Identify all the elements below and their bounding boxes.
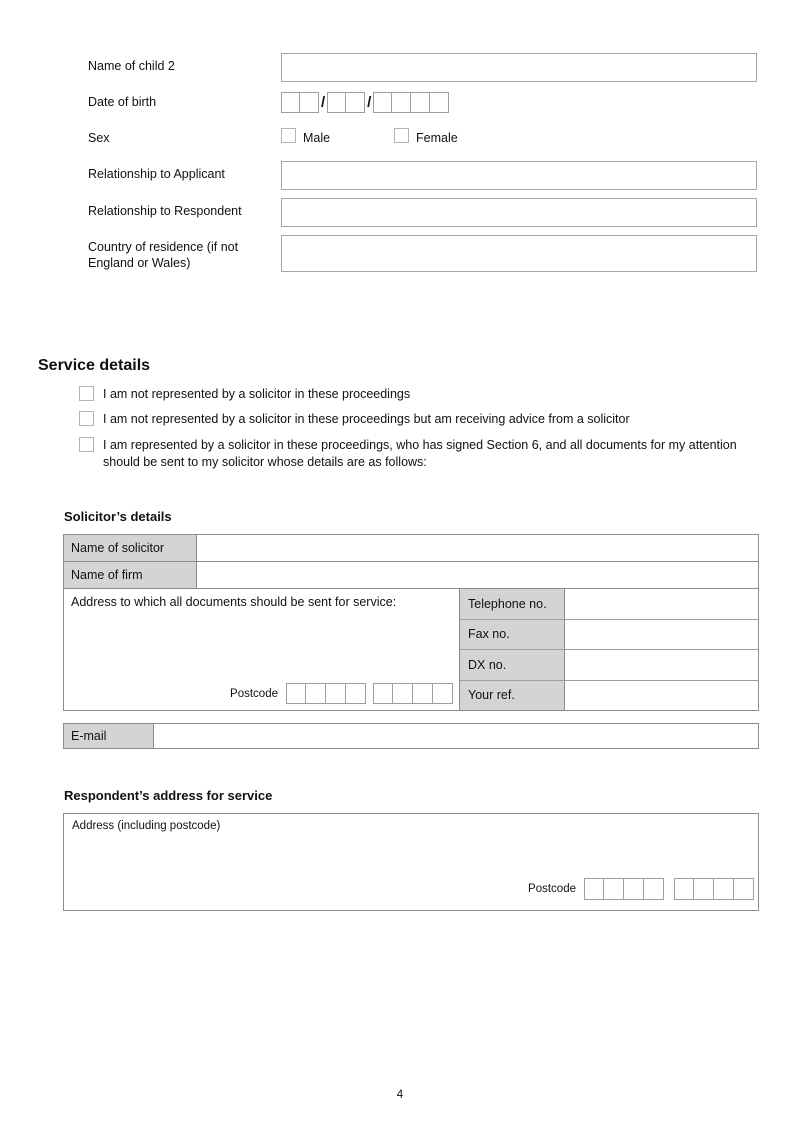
sex-male-checkbox[interactable]	[281, 128, 296, 143]
relationship-to-applicant-label: Relationship to Applicant	[88, 167, 225, 181]
solicitor-address-row	[64, 589, 758, 710]
solicitor-details-table	[63, 534, 759, 711]
postcode-cell[interactable]	[674, 878, 694, 900]
postcode-cell[interactable]	[326, 683, 346, 704]
country-of-residence-label: Country of residence (if not England or Wales)	[88, 240, 239, 270]
postcode-cell[interactable]	[644, 878, 664, 900]
service-option-label: I am not represented by a solicitor in these proceedings but am receiving advice from a solicitor	[103, 412, 630, 426]
name-of-solicitor-row	[64, 535, 758, 562]
postcode-cell[interactable]	[584, 878, 604, 900]
postcode-cell[interactable]	[714, 878, 734, 900]
date-of-birth-label: Date of birth	[88, 95, 157, 109]
respondent-address-label: Address (including postcode)	[72, 820, 221, 832]
solicitor-details-heading: Solicitor’s details	[64, 509, 172, 524]
page-number: 4	[396, 1089, 404, 1101]
service-option-row	[79, 386, 762, 403]
represented-by-solicitor-checkbox[interactable]	[79, 437, 94, 452]
name-of-solicitor-label: Name of solicitor	[64, 535, 197, 561]
respondent-postcode-row	[528, 878, 754, 900]
postcode-outward-boxes	[286, 683, 366, 704]
date-of-birth-boxes	[281, 92, 449, 113]
dob-year-boxes	[373, 92, 449, 113]
dx-label: DX no.	[460, 650, 565, 680]
postcode-cell[interactable]	[413, 683, 433, 704]
postcode-inward-boxes	[674, 878, 754, 900]
postcode-cell[interactable]	[734, 878, 754, 900]
dob-year-cell[interactable]	[411, 92, 430, 113]
your-ref-row	[460, 681, 758, 711]
postcode-cell[interactable]	[346, 683, 366, 704]
postcode-cell[interactable]	[286, 683, 306, 704]
solicitor-postcode-row	[230, 683, 453, 704]
solicitor-postcode-label: Postcode	[230, 687, 278, 700]
dob-day-boxes	[281, 92, 319, 113]
email-label: E-mail	[64, 724, 154, 748]
dob-year-cell[interactable]	[392, 92, 411, 113]
relationship-to-applicant-input[interactable]	[281, 161, 757, 190]
respondent-postcode-label: Postcode	[528, 883, 576, 895]
name-of-solicitor-input[interactable]	[197, 535, 758, 561]
dob-day-cell[interactable]	[281, 92, 300, 113]
service-details-heading: Service details	[38, 357, 151, 374]
postcode-cell[interactable]	[694, 878, 714, 900]
not-represented-checkbox[interactable]	[79, 386, 94, 401]
service-option-row	[79, 411, 762, 428]
respondent-address-input[interactable]	[63, 813, 759, 911]
email-row	[63, 723, 759, 749]
sex-male-option-label: Male	[303, 131, 331, 145]
name-of-firm-input[interactable]	[197, 562, 758, 588]
postcode-cell[interactable]	[624, 878, 644, 900]
name-of-firm-label: Name of firm	[64, 562, 197, 588]
your-ref-label: Your ref.	[460, 681, 565, 711]
dx-input[interactable]	[565, 650, 758, 680]
telephone-input[interactable]	[565, 589, 758, 619]
postcode-inward-boxes	[373, 683, 453, 704]
solicitor-address-input[interactable]	[64, 589, 459, 710]
relationship-to-respondent-label: Relationship to Respondent	[88, 204, 242, 218]
sex-female-checkbox[interactable]	[394, 128, 409, 143]
dob-day-cell[interactable]	[300, 92, 319, 113]
name-of-child-label: Name of child 2	[88, 59, 175, 73]
date-separator: /	[367, 94, 372, 111]
not-represented-receiving-advice-checkbox[interactable]	[79, 411, 94, 426]
respondent-address-heading: Respondent’s address for service	[64, 788, 273, 803]
dob-year-cell[interactable]	[430, 92, 449, 113]
date-separator: /	[321, 94, 326, 111]
postcode-cell[interactable]	[393, 683, 413, 704]
fax-row	[460, 620, 758, 651]
email-input[interactable]	[154, 724, 758, 748]
service-option-label: I am not represented by a solicitor in these proceedings	[103, 387, 411, 401]
relationship-to-respondent-input[interactable]	[281, 198, 757, 227]
postcode-cell[interactable]	[306, 683, 326, 704]
service-option-row	[79, 437, 762, 471]
service-option-label: I am represented by a solicitor in these proceedings, who has signed Section 6, and all documents for my attention should be sent to my solicitor whose details are as follows:	[103, 438, 737, 469]
telephone-row	[460, 589, 758, 620]
sex-label: Sex	[88, 131, 110, 145]
postcode-cell[interactable]	[433, 683, 453, 704]
dob-month-cell[interactable]	[346, 92, 365, 113]
sex-female-option-label: Female	[416, 131, 458, 145]
fax-input[interactable]	[565, 620, 758, 650]
fax-label: Fax no.	[460, 620, 565, 650]
your-ref-input[interactable]	[565, 681, 758, 711]
solicitor-contact-column	[459, 589, 758, 710]
solicitor-address-label: Address to which all documents should be sent for service:	[71, 595, 397, 609]
name-of-child-input[interactable]	[281, 53, 757, 82]
postcode-cell[interactable]	[373, 683, 393, 704]
dob-month-boxes	[327, 92, 365, 113]
name-of-firm-row	[64, 562, 758, 589]
dob-month-cell[interactable]	[327, 92, 346, 113]
country-of-residence-input[interactable]	[281, 235, 757, 272]
dob-year-cell[interactable]	[373, 92, 392, 113]
dx-row	[460, 650, 758, 681]
postcode-cell[interactable]	[604, 878, 624, 900]
telephone-label: Telephone no.	[460, 589, 565, 619]
postcode-outward-boxes	[584, 878, 664, 900]
